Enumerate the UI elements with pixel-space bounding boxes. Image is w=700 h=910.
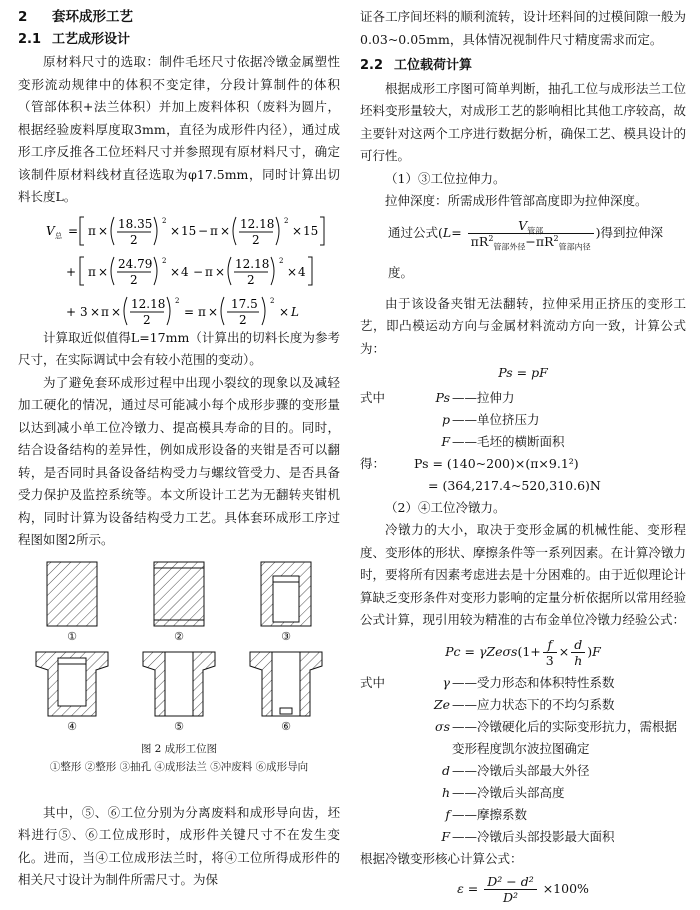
eq-L-den-b: πR	[535, 233, 554, 249]
paragraph-process: 为了避免套环成形过程中出现小裂纹的现象以及减轻加工硬化的情况，通过尽可能减小每个成形步骤的变形量以达到减小单工位冷镦力、提高模具寿命的目的。同时，结合设备结构的差异性，例如成形设备的夹钳是否可以翻转，是否同时具备设备结构受力与螺纹管受力、是否具备受力保护及监控系统等。本文所设计工艺为无翻转夹钳机构，同时计算为设备结构受力工艺。具体套环成形工序过程图如图2所示。	[18, 374, 340, 547]
svg-text:2: 2	[239, 312, 247, 327]
subsection-heading-2-1	[18, 29, 340, 52]
eq-t2-n1: 24.79	[118, 256, 153, 271]
svg-text:4: 4	[298, 264, 306, 279]
eq-t1-n1: 18.35	[118, 216, 153, 231]
svg-text:=: =	[184, 304, 195, 319]
eq-t3-n2: 17.5	[231, 296, 258, 311]
station-1	[24, 556, 120, 646]
equation-Ps: Ps = pF	[498, 365, 548, 380]
station-2-label: ②	[174, 629, 184, 643]
station-3-label: ③	[281, 629, 291, 643]
eq-t2-n2: 12.18	[235, 256, 270, 271]
svg-text:2: 2	[252, 232, 260, 247]
svg-text:2: 2	[162, 256, 167, 265]
svg-text:2: 2	[130, 272, 138, 287]
station-3	[238, 556, 334, 646]
equation-epsilon	[360, 872, 686, 906]
svg-text:15: 15	[303, 223, 319, 238]
svg-text:×: ×	[170, 264, 181, 279]
station-5-label: ⑤	[174, 719, 184, 733]
eq-eps-lhs: ε =	[457, 881, 479, 896]
definition-row: F ——毛坯的横断面积	[441, 433, 565, 449]
svg-text:π: π	[210, 223, 218, 238]
station-5-drawing	[139, 646, 219, 718]
paragraph-core-formula: 根据冷镦变形核心计算公式：	[360, 850, 523, 866]
svg-text:×: ×	[292, 223, 303, 238]
svg-text:2: 2	[247, 272, 255, 287]
svg-text:2: 2	[175, 296, 180, 305]
svg-text:×: ×	[287, 264, 298, 279]
definition-row: 式中 γ ——受力形态和体积特性系数	[360, 674, 615, 690]
eq-lhs-sub: 总	[55, 231, 62, 240]
eq-t3-n1: 12.18	[131, 296, 166, 311]
svg-text:2: 2	[279, 256, 284, 265]
svg-text:2: 2	[270, 296, 275, 305]
result-row-2	[360, 475, 686, 497]
svg-text:×: ×	[98, 264, 109, 279]
subsection-number: 2.1	[18, 31, 42, 47]
paragraph-continued: 证各工序间坯料的顺利流转，设计坯料间的过模间隙一般为0.03~0.05mm，具体情况视制件尺寸精度需求而定。	[360, 9, 686, 47]
station-4	[24, 646, 120, 736]
svg-text:+: +	[66, 264, 77, 279]
eq-t1-h: 15	[181, 223, 197, 238]
svg-text:×: ×	[111, 304, 122, 319]
station-6	[238, 646, 334, 736]
svg-text:π: π	[198, 304, 206, 319]
svg-text:−: −	[198, 223, 209, 238]
eq-t3-tail: L	[291, 304, 299, 319]
svg-text:+: +	[66, 304, 77, 319]
result-label: 得：	[360, 455, 386, 471]
definition-row: Ze ——应力状态下的不均匀系数	[433, 696, 615, 712]
definition-row: d ——冷镦后头部最大外径	[441, 762, 590, 778]
result-line-1: Ps = (140~200)×(π×9.1²)	[414, 455, 579, 471]
equation-Pc: Pc = γZeσs(1+ $\frac{f}{3}$ × $\frac{d}{h}$ )F	[445, 636, 601, 668]
paragraph-extrusion: 由于该设备夹钳无法翻转，拉伸采用正挤压的变形工艺，即凸模运动方向与金属材料流动方向一致，计算公式为：	[360, 295, 686, 356]
figure-caption: 图 2 成形工位图	[140, 742, 218, 755]
eq-L-suffix: )得到拉伸深度。	[388, 224, 664, 280]
eq-t1-d: 2	[130, 232, 138, 247]
station-6-drawing	[246, 646, 326, 718]
section-heading	[18, 6, 340, 29]
section-number: 2	[18, 9, 28, 25]
eq-L-symbol: L	[442, 224, 452, 240]
definition-row: σs ——冷镦硬化后的实际变形抗力，需根据变形程度凯尔波拉图确定	[435, 718, 678, 756]
paragraph-cold-heading: 冷镦力的大小，取决于变形金属的机械性能、变形程度、变形体的形状、摩擦条件等一系列因素。在计算冷镦力时，要将所有因素考虑进去是十分困难的。由于近似理论计算缺乏变形条件对变形力影响的定量分析依据所以常用经验公式计算，现引用较为精准的古布金单位冷镦力经验公式：	[360, 522, 686, 627]
result-row-1	[360, 453, 686, 475]
eq-Pc-lhs: Pc = γZeσs	[445, 643, 518, 659]
station-6-label: ⑥	[281, 719, 291, 733]
svg-text:π: π	[205, 264, 213, 279]
svg-text:2: 2	[284, 216, 289, 225]
station-2-drawing	[144, 556, 214, 628]
station-2	[131, 556, 227, 646]
svg-text:π: π	[88, 264, 96, 279]
right-column	[360, 6, 686, 908]
svg-text:×: ×	[170, 223, 181, 238]
eq-L-prefix: 通过公式(	[388, 224, 443, 240]
item-tension-force: （1）③工位拉伸力。	[385, 170, 506, 186]
left-column	[18, 6, 340, 892]
item-cold-heading-force: （2）④工位冷镦力。	[385, 499, 506, 515]
paragraph-stations: 其中，⑤、⑥工位分别为分离废料和成形导向齿，坯料进行⑤、⑥工位成形时，成形件关键尺寸不在发生变化。进而，当④工位成形法兰时，将④工位所得成形件的相关尺寸设计为制件所需尺寸。为保	[18, 804, 340, 887]
subsection-heading-2-2	[360, 55, 686, 78]
subsection-title: 工位载荷计算	[394, 58, 473, 73]
eq-eps-den: D²	[502, 890, 518, 905]
figure-2	[18, 556, 340, 776]
definition-row: h ——冷镦后头部高度	[441, 784, 565, 800]
svg-text:2: 2	[162, 216, 167, 225]
definitions-1	[360, 387, 686, 453]
section-title: 套环成形工艺	[52, 9, 133, 25]
eq-L-den-b-sub: 管部内径	[558, 242, 591, 251]
eq-L-den-a: πR	[470, 233, 489, 249]
definition-row: 式中 Ps ——拉伸力	[360, 389, 515, 405]
svg-text:×: ×	[208, 304, 219, 319]
eq-eps-tail: ×100%	[542, 881, 589, 896]
svg-text:×: ×	[98, 223, 109, 238]
equation-L: 通过公式(L= $\frac{V_{管部}}{\pi R^2_{管部外径}-\pi R^2_{管部内径}}$ )得到拉伸深度。	[388, 217, 664, 280]
eq-pi: π	[88, 223, 96, 238]
svg-text:×: ×	[90, 304, 101, 319]
station-1-label: ①	[67, 629, 77, 643]
station-5	[131, 646, 227, 736]
result-line-2: = (364,217.4~520,310.6)N	[428, 477, 601, 493]
eq-L-fraction: $\frac{V_{管部}}{\pi R^2_{管部外径}-\pi R^2_{管部内径}}$	[468, 218, 594, 249]
paragraph-cut-length: 计算取近似值得L=17mm（计算出的切料长度为参考尺寸，在实际调试中会有较小范围的变动）。	[18, 329, 340, 367]
eq-eps-num: D² − d²	[484, 874, 536, 890]
svg-text:×: ×	[220, 223, 231, 238]
svg-text:2: 2	[143, 312, 151, 327]
definition-row: F ——冷镦后头部投影最大面积	[441, 828, 615, 844]
svg-text:=: =	[68, 223, 79, 238]
volume-equation	[18, 209, 340, 327]
svg-text:π: π	[101, 304, 109, 319]
paragraph-load-analysis: 根据成形工序图可简单判断，抽孔工位与成形法兰工位坯料变形量较大，对成形工艺的影响相比其他工序较高，故主要针对这两个工序进行数据分析，确保工艺、模具设计的可行性。	[360, 80, 686, 163]
station-1-drawing	[37, 556, 107, 628]
eq-t1-n2: 12.18	[240, 216, 275, 231]
eq-lhs: V	[46, 223, 55, 238]
station-4-label: ④	[67, 719, 77, 733]
paragraph-tension-depth: 拉伸深度：所需成形件管部高度即为拉伸深度。	[385, 193, 648, 208]
definition-row: p ——单位挤压力	[441, 411, 540, 427]
figure-legend: ①整形 ②整形 ③抽孔 ④成形法兰 ⑤冲废料 ⑥成形导向	[49, 760, 309, 773]
station-3-drawing	[251, 556, 321, 628]
svg-text:−: −	[193, 264, 204, 279]
eq-L-num-sub: 管部	[527, 226, 544, 235]
eq-t3-k: 3	[80, 304, 88, 319]
eq-L-num: V	[518, 217, 528, 233]
subsection-title: 工艺成形设计	[52, 31, 131, 47]
definition-row: f ——摩擦系数	[445, 806, 528, 822]
svg-text:×: ×	[215, 264, 226, 279]
station-4-drawing	[32, 646, 112, 718]
eq-L-den-a-sub: 管部外径	[493, 242, 526, 251]
svg-text:×: ×	[279, 304, 290, 319]
definitions-2	[360, 672, 686, 848]
eq-t2-h: 4	[181, 264, 189, 279]
subsection-number: 2.2	[360, 58, 384, 73]
paragraph-material: 原材料尺寸的选取：制件毛坯尺寸依据冷镦金属塑性变形流动规律中的体积不变定律，分段计算制件的体积（管部体积+法兰体积）并加上废料体积（废料为圆片，根据经验废料厚度取3mm，直径为成形件内径），通过成形工序反推各工位坯料尺寸并参照现有原材料尺寸，确定该制件原材料线材直径选取为φ17.5mm，同时计算出切料长度L。	[18, 54, 340, 204]
